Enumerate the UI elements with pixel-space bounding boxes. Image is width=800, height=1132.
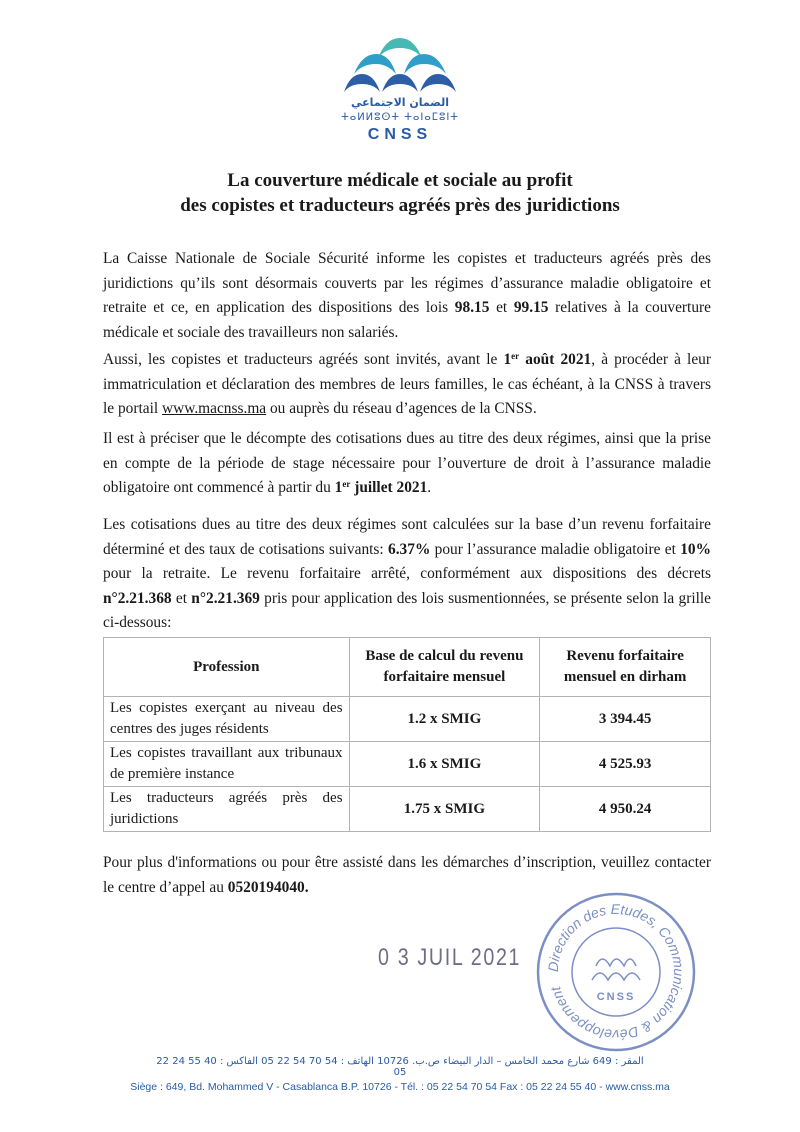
logo-acronym: CNSS	[367, 126, 433, 143]
income-grid-table	[103, 637, 711, 832]
law-reference: 99.15	[513, 299, 549, 317]
rate-value: 6.37%	[388, 540, 431, 558]
svg-text:Direction des Etudes, Communic	[545, 901, 687, 1043]
deadline-date	[503, 351, 591, 368]
paragraph-text: pour la retraite. Le revenu forfaitaire arrêté, conformément aux dispositions des décrets	[103, 565, 711, 583]
cell-calculation-base: 1.2 x SMIG	[349, 697, 540, 742]
decree-reference: n°2.21.368	[103, 589, 172, 607]
cell-monthly-income: 4 950.24	[540, 787, 711, 832]
cell-calculation-base: 1.75 x SMIG	[349, 787, 540, 832]
logo-arabic-text: الضمان الاجتماعي	[351, 96, 449, 109]
cell-monthly-income: 3 394.45	[540, 697, 711, 742]
paragraph-text: Pour plus d'informations ou pour être assisté dans les démarches d’inscription, veuillez contacter le centre d’appel au	[103, 854, 711, 896]
deadline-ordinal: er	[511, 351, 520, 361]
cnss-logo	[330, 34, 470, 146]
seal-ring-text: Direction des Etudes, Communication & Développement	[544, 900, 688, 1044]
official-seal	[532, 888, 700, 1056]
paragraph-text: et	[489, 299, 514, 317]
start-ordinal: er	[342, 479, 351, 490]
start-month-year: juillet 2021	[350, 479, 428, 497]
cell-profession: Les copistes travaillant aux tribunaux de première instance	[104, 742, 350, 787]
portal-link[interactable]: www.macnss.ma	[161, 400, 267, 418]
cnss-arches-icon	[344, 34, 456, 96]
title-line-2: des copistes et traducteurs agréés près des juridictions	[180, 195, 620, 216]
logo-tifinagh-text: ⵜⴰⵍⵍⵓⵙⵜ ⵜⴰⵏⴰⵎⵓⵏⵜ	[341, 112, 459, 123]
paragraph-contributions-start	[103, 427, 711, 501]
paragraph-text: Il est à préciser que le décompte des cotisations dues au titre des deux régimes, ainsi que la prise en compte de la période de stage nécessaire pour l’ouverture de droit à l’assurance maladie obligatoire ont commencé à partir du	[103, 430, 711, 497]
header-monthly-income: Revenu forfaitaire mensuel en dirham	[540, 638, 711, 697]
paragraph-text: ou auprès du réseau d’agences de la CNSS.	[266, 400, 537, 418]
law-reference: 98.15	[454, 299, 490, 317]
paragraph-text: et	[171, 589, 192, 607]
cell-calculation-base: 1.6 x SMIG	[349, 742, 540, 787]
footer-address-arabic: المقر : 649 شارع محمد الخامس – الدار البيضاء ص.ب. 10726 الهاتف : 54 70 54 22 05 الفاكس : 40 55 24 22 05	[156, 1056, 644, 1078]
table-row	[104, 697, 711, 742]
paragraph-text: relatives à la couverture médicale et sociale des travailleurs non salariés.	[103, 299, 711, 341]
table-row	[104, 742, 711, 787]
header-calculation-base: Base de calcul du revenu forfaitaire mensuel	[349, 638, 540, 697]
paragraph-text: , à procéder à leur immatriculation et déclaration des membres de leurs familles, le cas échéant, à la CNSS à travers le portail	[103, 351, 711, 418]
title-line-1: La couverture médicale et sociale au profit	[227, 170, 573, 191]
document-title	[100, 168, 700, 218]
cell-profession: Les copistes exerçant au niveau des centres des juges résidents	[104, 697, 350, 742]
paragraph-text: Aussi, les copistes et traducteurs agréés sont invités, avant le	[103, 351, 504, 368]
cell-profession: Les traducteurs agréés près des juridictions	[104, 787, 350, 832]
paragraph-text: pris pour application des lois susmentionnées, se présente selon la grille ci-dessous:	[103, 589, 711, 632]
table-row	[104, 787, 711, 832]
paragraph-intro	[103, 247, 711, 345]
paragraph-registration	[103, 348, 711, 422]
start-date	[335, 479, 428, 496]
deadline-day: 1	[503, 351, 512, 368]
paragraph-text: Les cotisations dues au titre des deux régimes sont calculées sur la base d’un revenu forfaitaire déterminé et des taux de cotisations suivants:	[103, 516, 711, 558]
cell-monthly-income: 4 525.93	[540, 742, 711, 787]
call-center-phone: 0520194040.	[227, 878, 309, 896]
paragraph-text: La Caisse Nationale de Sociale Sécurité informe les copistes et traducteurs agréés près des juridictions qu’ils sont désormais couverts par les régimes d’assurance maladie obligatoire et retraite et ce, en application des dispositions des lois	[103, 250, 711, 317]
table-header-row	[104, 638, 711, 697]
start-day: 1	[334, 479, 343, 497]
rate-value: 10%	[680, 540, 711, 558]
deadline-month-year: août 2021	[519, 351, 592, 368]
decree-reference: n°2.21.369	[191, 589, 260, 607]
paragraph-rates	[103, 513, 711, 636]
seal-center-text: CNSS	[596, 991, 636, 1003]
date-stamp: 0 3 JUIL 2021	[378, 944, 522, 971]
paragraph-text: .	[427, 479, 432, 497]
header-profession: Profession	[104, 638, 350, 697]
paragraph-text: pour l’assurance maladie obligatoire et	[430, 540, 681, 558]
footer-address-french: Siège : 649, Bd. Mohammed V - Casablanca B.P. 10726 - Tél. : 05 22 54 70 54 Fax : 05 22 24 55 40 - www.cnss.ma	[130, 1081, 670, 1093]
seal-icon	[532, 888, 700, 1056]
